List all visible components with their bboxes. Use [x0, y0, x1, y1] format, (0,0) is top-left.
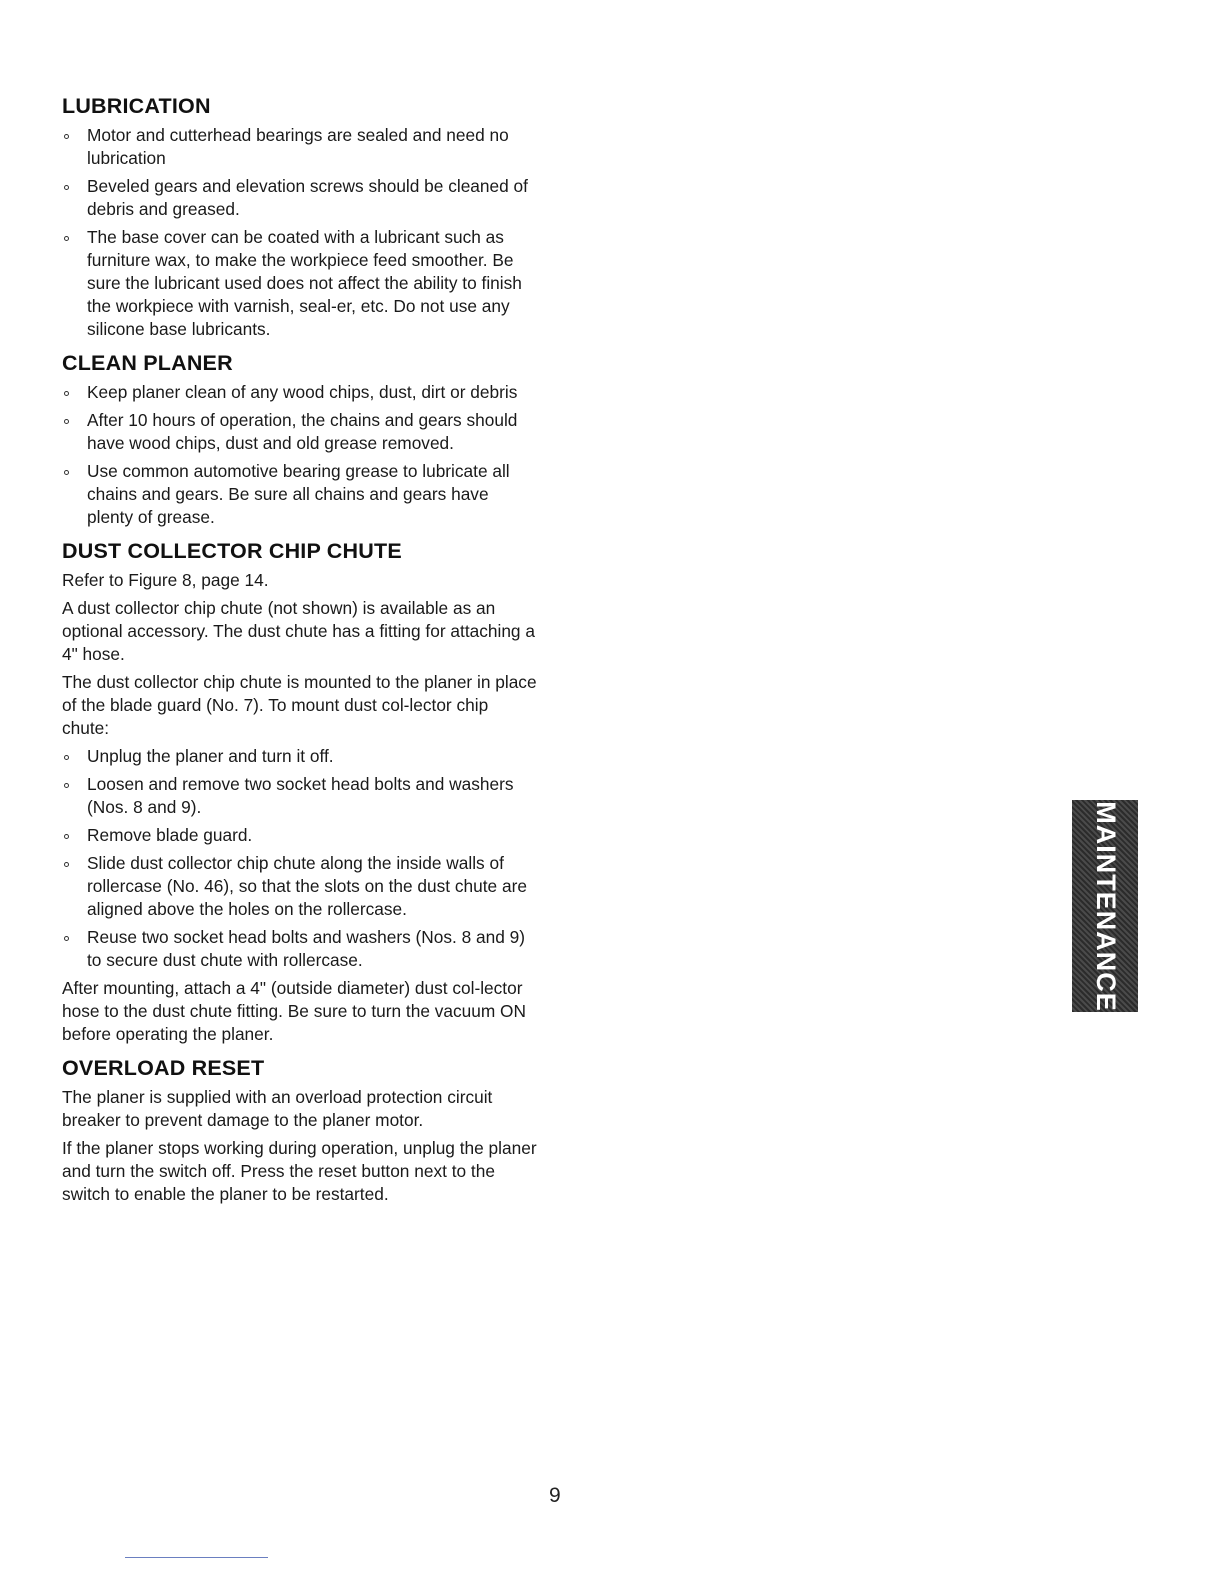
- section-clean-planer: [62, 349, 538, 529]
- maintenance-side-tab: [1072, 800, 1138, 1012]
- bullet-text: After 10 hours of operation, the chains and gears should have wood chips, dust and old grease removed.: [87, 410, 518, 453]
- bullet-item: [62, 824, 538, 847]
- bullet-item: [62, 926, 538, 972]
- bullet-item: [62, 460, 538, 529]
- bullet-icon: [64, 862, 69, 867]
- paragraph: Refer to Figure 8, page 14.: [62, 570, 269, 590]
- bullet-text: Unplug the planer and turn it off.: [87, 746, 334, 766]
- page-number: 9: [549, 1484, 561, 1507]
- bullet-text: Remove blade guard.: [87, 825, 253, 845]
- bullet-item: [62, 745, 538, 768]
- bullet-list: [62, 381, 538, 529]
- bullet-icon: [64, 755, 69, 760]
- paragraph: A dust collector chip chute (not shown) is available as an optional accessory. The dust chute has a fitting for attaching a 4" hose.: [62, 598, 535, 664]
- section-heading: LUBRICATION: [62, 94, 211, 118]
- bullet-icon: [64, 419, 69, 424]
- bullet-text: Motor and cutterhead bearings are sealed and need no lubrication: [87, 125, 509, 168]
- bullet-text: Keep planer clean of any wood chips, dust, dirt or debris: [87, 382, 518, 402]
- side-tab-label: MAINTENANCE: [1090, 800, 1121, 1012]
- bullet-icon: [64, 834, 69, 839]
- bullet-text: Reuse two socket head bolts and washers (Nos. 8 and 9) to secure dust chute with rollercase.: [87, 927, 526, 970]
- section-dust-collector-chip-chute: [62, 537, 538, 1046]
- section-heading: DUST COLLECTOR CHIP CHUTE: [62, 539, 402, 563]
- bullet-item: [62, 381, 538, 404]
- bullet-icon: [64, 185, 69, 190]
- bottom-rule: [125, 1557, 268, 1558]
- section-lubrication: [62, 92, 538, 341]
- main-content-column: [62, 92, 538, 1214]
- section-heading: CLEAN PLANER: [62, 351, 233, 375]
- bullet-item: [62, 852, 538, 921]
- bullet-item: [62, 175, 538, 221]
- bullet-icon: [64, 391, 69, 396]
- section-heading: OVERLOAD RESET: [62, 1056, 265, 1080]
- bullet-item: [62, 409, 538, 455]
- bullet-item: [62, 124, 538, 170]
- paragraph: If the planer stops working during operation, unplug the planer and turn the switch off. Press the reset button next to the switch to enable the planer to be restarted.: [62, 1138, 537, 1204]
- bullet-icon: [64, 783, 69, 788]
- section-overload-reset: [62, 1054, 538, 1206]
- bullet-text: Use common automotive bearing grease to lubricate all chains and gears. Be sure all chains and gears have plenty of grease.: [87, 461, 510, 527]
- bullet-icon: [64, 134, 69, 139]
- bullet-text: The base cover can be coated with a lubricant such as furniture wax, to make the workpiece feed smoother. Be sure the lubricant used does not affect the ability to finish the workpiece with varnish, seal-er, etc. Do not use any silicone base lubricants.: [87, 227, 522, 339]
- bullet-item: [62, 226, 538, 341]
- bullet-icon: [64, 236, 69, 241]
- bullet-icon: [64, 470, 69, 475]
- bullet-list: [62, 124, 538, 341]
- paragraph: The dust collector chip chute is mounted to the planer in place of the blade guard (No. 7). To mount dust col-lector chip chute:: [62, 672, 537, 738]
- bullet-list: [62, 745, 538, 972]
- paragraph: After mounting, attach a 4" (outside diameter) dust col-lector hose to the dust chute fitting. Be sure to turn the vacuum ON before operating the planer.: [62, 978, 526, 1044]
- bullet-item: [62, 773, 538, 819]
- bullet-text: Slide dust collector chip chute along the inside walls of rollercase (No. 46), so that the slots on the dust chute are aligned above the holes on the rollercase.: [87, 853, 527, 919]
- paragraph: The planer is supplied with an overload protection circuit breaker to prevent damage to the planer motor.: [62, 1087, 493, 1130]
- bullet-text: Loosen and remove two socket head bolts and washers (Nos. 8 and 9).: [87, 774, 514, 817]
- bullet-text: Beveled gears and elevation screws should be cleaned of debris and greased.: [87, 176, 528, 219]
- bullet-icon: [64, 936, 69, 941]
